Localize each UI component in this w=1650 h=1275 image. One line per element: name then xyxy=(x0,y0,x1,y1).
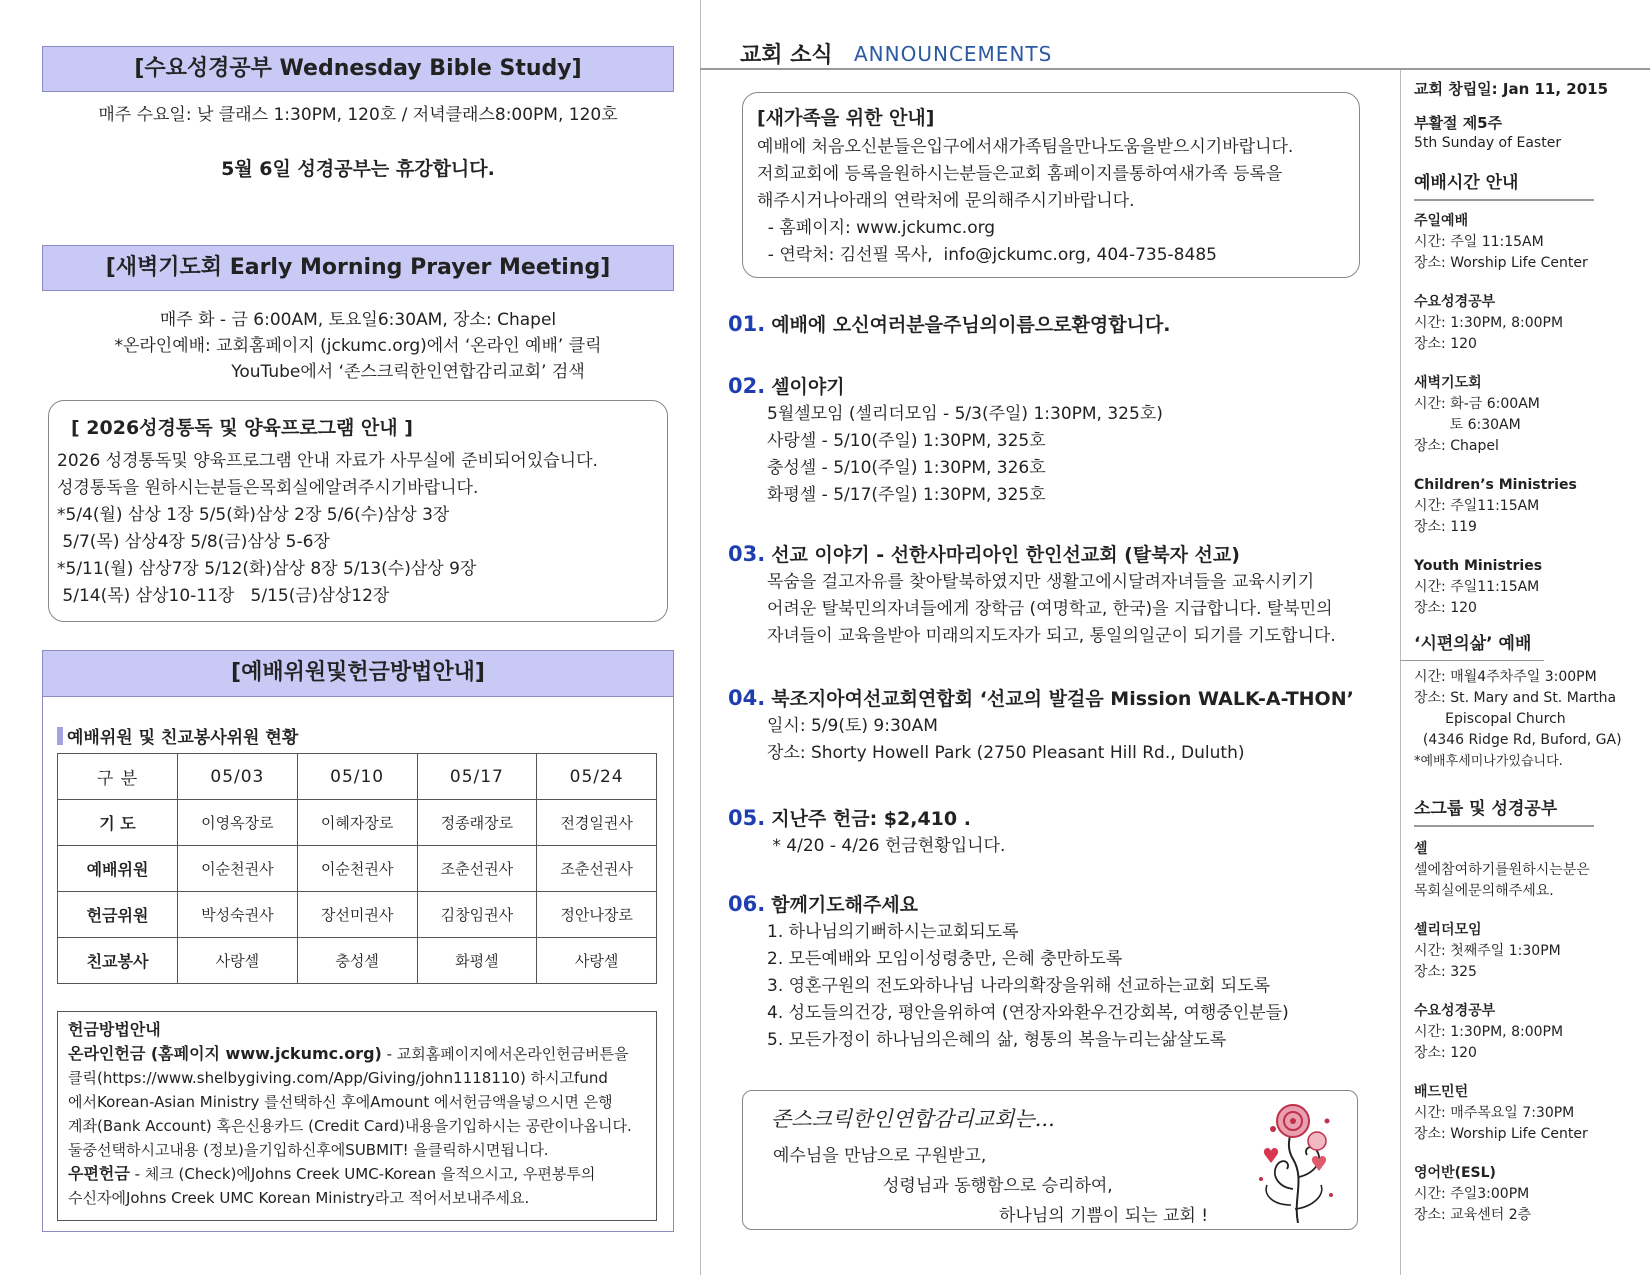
table-cell: 이혜자장로 xyxy=(297,800,417,846)
table-cell: 김창임권사 xyxy=(417,892,537,938)
worship-line: 토 6:30AM xyxy=(1414,416,1521,433)
group-line: 장소: 120 xyxy=(1414,1044,1477,1061)
group-name: 배드민턴 xyxy=(1414,1083,1469,1100)
offering-method-line: 에서Korean-Asian Ministry 를선택하신 후에Amount 에서헌금액을넣으시면 은행 xyxy=(68,1093,613,1111)
worship-line: 시간: 화-금 6:00AM xyxy=(1414,395,1540,412)
announcement-line: 어려운 탈북민의자녀들에게 장학금 (여명학교, 한국)을 지급합니다. 탈북민의 xyxy=(767,599,1333,619)
bible-program-title: [ 2026성경통독 및 양육프로그램 안내 ] xyxy=(71,417,413,439)
announcement-title: 함께기도해주세요 xyxy=(771,894,919,916)
worship-line: 장소: 120 xyxy=(1414,599,1477,616)
group-line: 시간: 매주목요일 7:30PM xyxy=(1414,1104,1575,1121)
table-cell: 친교봉사 xyxy=(58,938,178,984)
table-header-cell: 05/03 xyxy=(178,754,298,800)
bible-program-line: 성경통독을 원하시는분들은목회실에알려주시기바랍니다. xyxy=(57,478,479,498)
mail-offering-line xyxy=(68,1162,646,1186)
table-cell: 기 도 xyxy=(58,800,178,846)
table-cell: 이영옥장로 xyxy=(178,800,298,846)
announcement-item-01 xyxy=(728,310,1170,339)
group-line: 장소: 325 xyxy=(1414,963,1477,980)
table-header-row xyxy=(58,754,657,800)
page-fold-divider xyxy=(700,0,701,1275)
announcement-number: 03. xyxy=(728,542,766,566)
liturgical-week-kr: 부활절 제5주 xyxy=(1414,114,1503,132)
offering-section xyxy=(42,650,674,1232)
group-line: 시간: 1:30PM, 8:00PM xyxy=(1414,1023,1564,1040)
offering-method-line: 클릭(https://www.shelbygiving.com/App/Giving/john1118110) 하시고fund xyxy=(68,1069,608,1087)
worship-line: 장소: 120 xyxy=(1414,335,1477,352)
online-offering-text: - 교회홈페이지에서온라인헌금버튼을 xyxy=(381,1045,629,1063)
offering-method-title: 헌금방법안내 xyxy=(68,1020,161,1039)
small-group-rule xyxy=(1414,825,1594,827)
psalm-line: 시간: 매월4주차주일 3:00PM xyxy=(1414,669,1597,685)
worship-line: 시간: 주일11:15AM xyxy=(1414,578,1540,595)
roster-subheading-text: 예배위원 및 친교봉사위원 현황 xyxy=(67,728,299,748)
announcement-title: 지난주 헌금: $2,410 . xyxy=(771,808,971,830)
table-header-cell: 05/17 xyxy=(417,754,537,800)
offering-heading: [예배위원및헌금방법안내] xyxy=(43,651,673,697)
table-cell: 헌금위원 xyxy=(58,892,178,938)
prayer-youtube: YouTube에서 ‘존스크릭한인연합감리교회’ 검색 xyxy=(231,362,585,382)
table-cell: 정안나장로 xyxy=(537,892,657,938)
table-row xyxy=(58,938,657,984)
worship-line: 장소: 119 xyxy=(1414,518,1477,535)
announcements-subtitle: ANNOUNCEMENTS xyxy=(854,42,1053,66)
psalm-line: 장소: St. Mary and St. Martha xyxy=(1414,690,1617,706)
announcement-line: 목숨을 걸고자유를 찾아탈북하였지만 생활고에시달려자녀들을 교육시키기 xyxy=(767,572,1315,592)
announcement-line: 자녀들이 교육을받아 미래의지도자가 되고, 통일의일군이 되기를 기도합니다. xyxy=(767,626,1336,646)
worship-name: Youth Ministries xyxy=(1414,557,1543,574)
group-line: 장소: 교육센터 2층 xyxy=(1414,1206,1532,1223)
announcement-line: * 4/20 - 4/26 헌금현황입니다. xyxy=(767,836,1006,856)
bible-program-line: 2026 성경통독및 양육프로그램 안내 자료가 사무실에 준비되어있습니다. xyxy=(57,451,598,471)
roster-table xyxy=(57,753,657,984)
announcement-title: 선교 이야기 - 선한사마리아인 한인선교회 (탈북자 선교) xyxy=(771,544,1240,566)
worship-line: 시간: 주일 11:15AM xyxy=(1414,233,1544,250)
online-offering-line xyxy=(68,1042,646,1066)
table-cell: 장선미권사 xyxy=(297,892,417,938)
table-header-cell: 05/10 xyxy=(297,754,417,800)
announcement-line: 1. 하나님의기뻐하시는교회되도록 xyxy=(767,922,1019,942)
newcomer-line: 해주시거나아래의 연락처에 문의해주시기바랍니다. xyxy=(757,191,1135,211)
group-line: 셀에참여하기를원하시는분은 xyxy=(1414,861,1590,878)
table-cell: 이순천권사 xyxy=(178,846,298,892)
bible-program-line: 5/14(목) 삼상10-11장 5/15(금)삼상12장 xyxy=(57,586,390,606)
announcement-line: 5월셀모임 (셀리더모임 - 5/3(주일) 1:30PM, 325호) xyxy=(767,404,1163,424)
closing-line-1: 예수님을 만남으로 구원받고, xyxy=(773,1146,987,1166)
worship-times-title: 예배시간 안내 xyxy=(1414,173,1519,193)
worship-name: 새벽기도회 xyxy=(1414,374,1482,391)
church-founded xyxy=(1414,78,1608,99)
table-cell: 정종래장로 xyxy=(417,800,537,846)
table-cell: 이순천권사 xyxy=(297,846,417,892)
wednesday-schedule: 매주 수요일: 낮 클래스 1:30PM, 120호 / 저녁클래스8:00PM, 120호 xyxy=(98,105,618,125)
mail-offering-line2: 수신자에Johns Creek UMC Korean Ministry라고 적어서보내주세요. xyxy=(68,1189,530,1207)
worship-times xyxy=(1414,168,1622,1226)
liturgical-week-en: 5th Sunday of Easter xyxy=(1414,135,1562,151)
newcomer-line: 예배에 처음오신분들은입구에서새가족팀을만나도움을받으시기바랍니다. xyxy=(757,137,1294,157)
announcement-line: 일시: 5/9(토) 9:30AM xyxy=(767,716,938,736)
bible-program-line: *5/4(월) 삼상 1장 5/5(화)삼상 2장 5/6(수)삼상 3장 xyxy=(57,505,450,525)
table-cell: 조춘선권사 xyxy=(537,846,657,892)
newcomer-box xyxy=(742,92,1360,278)
psalm-line: Episcopal Church xyxy=(1414,711,1566,727)
group-name: 수요성경공부 xyxy=(1414,1002,1496,1019)
announcement-title: 셀이야기 xyxy=(771,376,845,398)
bible-program-line: 5/7(목) 삼상4장 5/8(금)삼상 5-6장 xyxy=(57,532,330,552)
announcement-line: 4. 성도들의건강, 평안을위하여 (연장자와환우건강회복, 여행중인분들) xyxy=(767,1003,1289,1023)
sidebar-divider xyxy=(1400,68,1401,1275)
worship-name: 수요성경공부 xyxy=(1414,293,1496,310)
announcement-item-04 xyxy=(728,684,1354,767)
roster-subheading xyxy=(57,723,298,748)
group-line: 장소: Worship Life Center xyxy=(1414,1125,1588,1142)
announcement-number: 04. xyxy=(728,686,766,710)
offering-method-line: 둘중선택하시고내용 (정보)을기입하신후에SUBMIT! 을클릭하시면됩니다. xyxy=(68,1141,549,1159)
psalm-line: *예배후세미나가있습니다. xyxy=(1414,754,1563,769)
prayer-heading: [새벽기도회 Early Morning Prayer Meeting] xyxy=(42,245,674,291)
table-row xyxy=(58,846,657,892)
closing-box xyxy=(742,1090,1358,1230)
group-name: 셀 xyxy=(1414,840,1428,857)
table-cell: 충성셀 xyxy=(297,938,417,984)
table-cell: 사랑셀 xyxy=(178,938,298,984)
worship-line: 시간: 주일11:15AM xyxy=(1414,497,1540,514)
flower-illustration-icon xyxy=(1243,1099,1343,1223)
group-line: 목회실에문의해주세요. xyxy=(1414,882,1554,899)
mail-offering-label: 우편헌금 xyxy=(68,1164,130,1183)
online-offering-label: 온라인헌금 (홈페이지 www.jckumc.org) xyxy=(68,1044,382,1063)
worship-line: 장소: Chapel xyxy=(1414,437,1499,454)
announcement-number: 02. xyxy=(728,374,766,398)
table-row xyxy=(58,892,657,938)
announcements-title: 교회 소식 xyxy=(740,43,833,68)
group-name: 영어반(ESL) xyxy=(1414,1164,1496,1181)
announcement-number: 05. xyxy=(728,806,766,830)
newcomer-line: - 연락처: 김선필 목사, info@jckumc.org, 404-735-8485 xyxy=(757,245,1217,265)
offering-method-line: 계좌(Bank Account) 혹은신용카드 (Credit Card)내용을기입하시는 공란이나옵니다. xyxy=(68,1117,632,1135)
mail-offering-text: - 체크 (Check)에Johns Creek UMC-Korean 을적으시고, 우편봉투의 xyxy=(129,1165,596,1183)
announcement-number: 06. xyxy=(728,892,766,916)
founded-date: 교회 창립일: Jan 11, 2015 xyxy=(1414,80,1609,98)
prayer-schedule: 매주 화 - 금 6:00AM, 토요일6:30AM, 장소: Chapel xyxy=(159,310,557,330)
newcomer-title: [새가족을 위한 안내] xyxy=(757,107,935,129)
announcement-line: 화평셀 - 5/17(주일) 1:30PM, 325호 xyxy=(767,485,1046,505)
announcement-line: 3. 영혼구원의 전도와하나님 나라의확장을위해 선교하는교회 되도록 xyxy=(767,976,1271,996)
closing-line-2: 성령님과 동행함으로 승리하여, xyxy=(883,1176,1113,1196)
announcement-line: 2. 모든예배와 모임이성령충만, 은혜 충만하도록 xyxy=(767,949,1123,969)
announcement-item-02 xyxy=(728,372,1163,509)
announcement-title: 예배에 오신여러분을주님의이름으로환영합니다. xyxy=(771,314,1171,336)
announcement-line: 5. 모든가정이 하나님의은혜의 삶, 형통의 복을누리는삶살도록 xyxy=(767,1030,1227,1050)
announcement-title: 북조지아여선교회연합회 ‘선교의 발걸음 Mission WALK-A-THON’ xyxy=(771,688,1354,710)
table-row xyxy=(58,800,657,846)
prayer-online: *온라인예배: 교회홈페이지 (jckumc.org)에서 ‘온라인 예배’ 클릭 xyxy=(114,336,602,356)
worship-name: Children’s Ministries xyxy=(1414,476,1577,493)
worship-name: 주일예배 xyxy=(1414,212,1469,229)
newcomer-line: - 홈페이지: www.jckumc.org xyxy=(757,218,996,238)
subheading-marker xyxy=(57,727,63,745)
table-cell: 박성숙권사 xyxy=(178,892,298,938)
psalm-rule xyxy=(1400,660,1544,662)
group-line: 시간: 주일3:00PM xyxy=(1414,1185,1530,1202)
worship-line: 시간: 1:30PM, 8:00PM xyxy=(1414,314,1564,331)
table-cell: 예배위원 xyxy=(58,846,178,892)
psalm-title: ‘시편의삶’ 예배 xyxy=(1414,633,1532,654)
table-header-cell: 05/24 xyxy=(537,754,657,800)
newcomer-line: 저희교회에 등록을원하시는분들은교회 홈페이지를통하여새가족 등록을 xyxy=(757,164,1283,184)
announcements-rule xyxy=(700,68,1650,70)
worship-line: 장소: Worship Life Center xyxy=(1414,254,1588,271)
small-group-title: 소그룹 및 성경공부 xyxy=(1414,799,1558,819)
group-line: 시간: 첫째주일 1:30PM xyxy=(1414,942,1561,959)
worship-times-rule xyxy=(1414,199,1594,201)
announcement-line: 장소: Shorty Howell Park (2750 Pleasant Hill Rd., Duluth) xyxy=(767,743,1245,763)
announcement-line: 사랑셀 - 5/10(주일) 1:30PM, 325호 xyxy=(767,431,1046,451)
table-cell: 사랑셀 xyxy=(537,938,657,984)
announcement-line: 충성셀 - 5/10(주일) 1:30PM, 326호 xyxy=(767,458,1046,478)
announcement-number: 01. xyxy=(728,312,766,336)
bible-program-box xyxy=(48,400,668,622)
table-cell: 전경일권사 xyxy=(537,800,657,846)
psalm-line: (4346 Ridge Rd, Buford, GA) xyxy=(1414,732,1622,748)
announcement-item-05 xyxy=(728,804,1005,860)
offering-method-box xyxy=(57,1011,657,1221)
group-name: 셀리더모임 xyxy=(1414,921,1482,938)
table-cell: 조춘선권사 xyxy=(417,846,537,892)
wednesday-heading: [수요성경공부 Wednesday Bible Study] xyxy=(42,46,674,92)
table-cell: 화평셀 xyxy=(417,938,537,984)
liturgical-week xyxy=(1414,112,1561,154)
announcement-item-06 xyxy=(728,890,1289,1054)
closing-script: 존스크릭한인연합감리교회는... xyxy=(771,1107,1055,1131)
announcement-item-03 xyxy=(728,540,1336,650)
wednesday-notice: 5월 6일 성경공부는 휴강합니다. xyxy=(221,158,495,180)
bible-program-line: *5/11(월) 삼상7장 5/12(화)삼상 8장 5/13(수)삼상 9장 xyxy=(57,559,477,579)
closing-line-3: 하나님의 기쁨이 되는 교회 ! xyxy=(999,1206,1209,1226)
table-header-cell: 구 분 xyxy=(58,754,178,800)
